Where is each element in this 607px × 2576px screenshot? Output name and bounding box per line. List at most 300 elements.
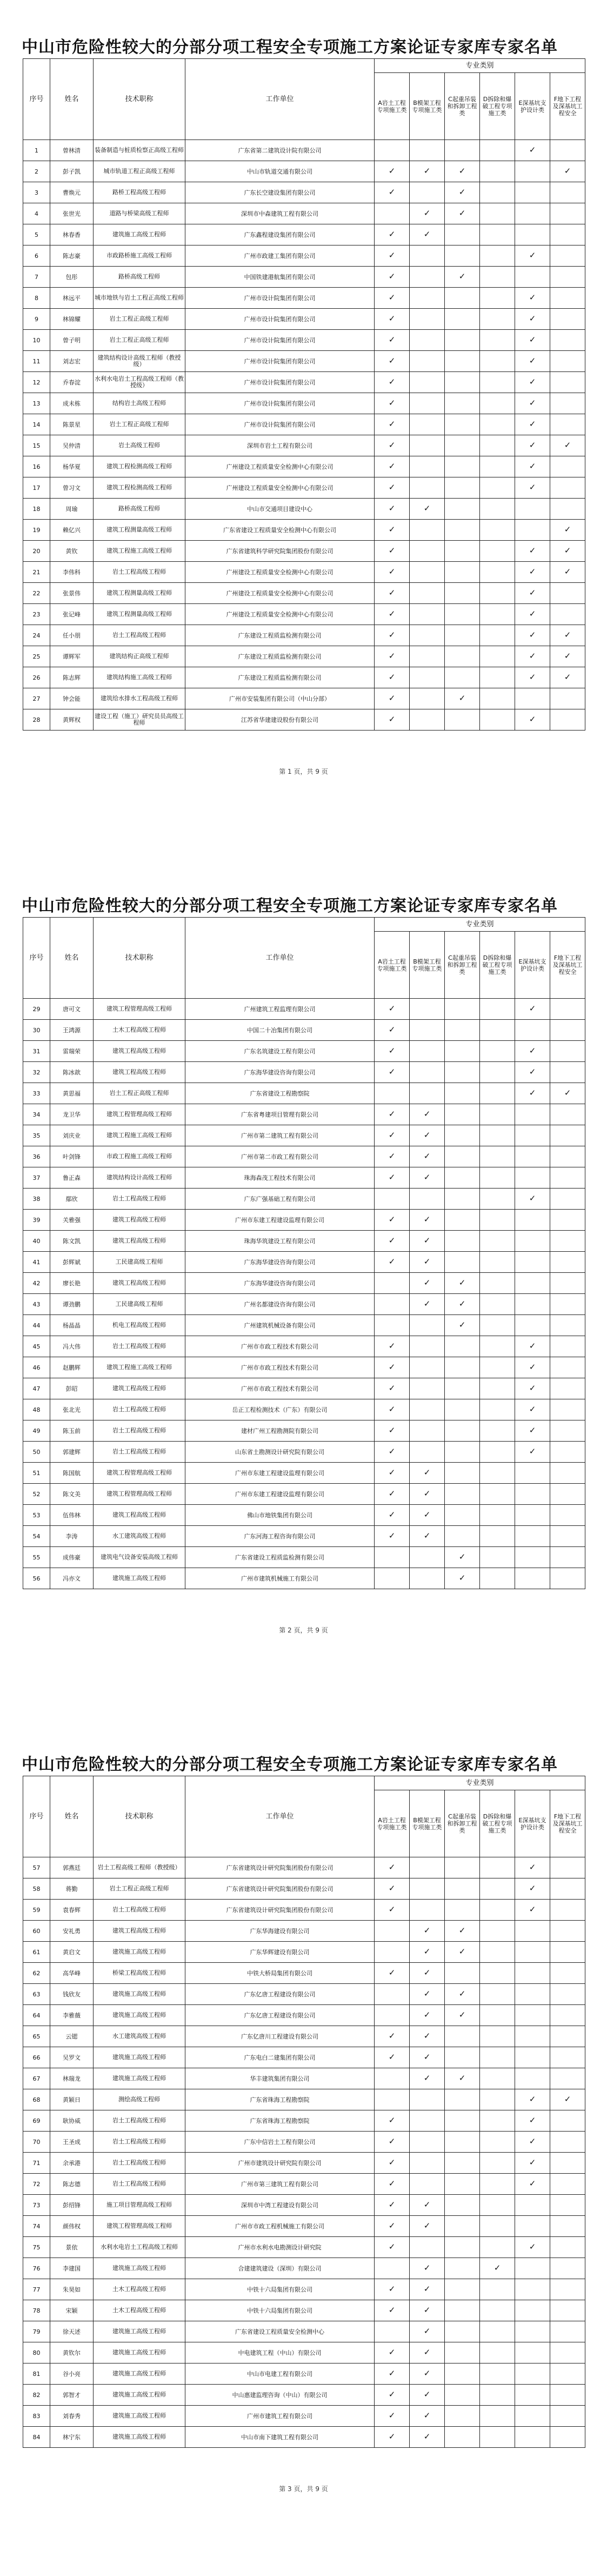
cell-category-c [445,1210,480,1231]
cell-category-d [480,1357,515,1378]
cell-unit: 广州建设工程质量安全检测中心有限公司 [185,604,375,625]
cell-category-b [410,2406,445,2427]
cell-category-a [375,688,410,709]
cell-category-b [410,2026,445,2047]
cell-category-c [445,2216,480,2237]
cell-category-a [375,2153,410,2174]
cell-tech-title: 建筑工程管理高级工程师 [94,1104,185,1125]
cell-unit: 中山市交通项目建设中心 [185,499,375,520]
check-mark-icon: ✓ [423,1989,431,1999]
cell-category-f [550,224,585,245]
cell-category-b [410,456,445,477]
cell-category-f [550,2385,585,2406]
cell-seq: 55 [23,1547,50,1568]
cell-category-d [480,1463,515,1484]
cell-seq: 9 [23,309,50,330]
cell-unit: 广东广强基础工程有限公司 [185,1189,375,1210]
cell-tech-title: 工民建高级工程师 [94,1252,185,1273]
cell-category-b [410,1526,445,1547]
cell-category-a [375,224,410,245]
cell-category-b [410,1189,445,1210]
cell-category-d [480,1857,515,1878]
cell-category-e [515,562,550,583]
cell-category-f [550,1900,585,1921]
cell-category-e [515,2342,550,2363]
check-mark-icon: ✓ [388,693,396,703]
cell-name: 吴罗文 [50,2047,94,2068]
cell-category-a [375,2385,410,2406]
cell-tech-title: 建筑工程高级工程师 [94,1041,185,1062]
check-mark-icon: ✓ [388,1425,396,1435]
cell-category-d [480,2363,515,2385]
cell-name: 鄢欣 [50,1189,94,1210]
check-mark-icon: ✓ [423,1151,431,1161]
cell-category-d [480,1547,515,1568]
cell-name: 陈冰歆 [50,1062,94,1083]
cell-tech-title: 岩土工程正高级工程师 [94,309,185,330]
check-mark-icon: ✓ [458,271,466,281]
table-row [23,667,585,688]
cell-category-f [550,688,585,709]
cell-tech-title: 市政工程施工高级工程师 [94,1146,185,1167]
cell-tech-title: 建筑工程高级工程师 [94,1062,185,1083]
cell-name: 陈志辉 [50,667,94,688]
cell-category-b [410,2132,445,2153]
table-row [23,2089,585,2110]
cell-unit: 广州建设工程质量安全检测中心有限公司 [185,583,375,604]
cell-name: 林锦耀 [50,309,94,330]
check-mark-icon: ✓ [388,2031,396,2041]
check-mark-icon: ✓ [529,1004,536,1013]
table-row [23,309,585,330]
cell-unit: 广东鑫程建设集团有限公司 [185,224,375,245]
cell-category-d [480,2005,515,2026]
cell-seq: 23 [23,604,50,625]
cell-seq: 47 [23,1378,50,1399]
check-mark-icon: ✓ [423,2305,431,2315]
cell-category-c [445,1083,480,1104]
table-row [23,1210,585,1231]
cell-category-b [410,330,445,351]
cell-unit: 广州市建筑机械施工有限公司 [185,1568,375,1589]
cell-category-f [550,1378,585,1399]
table-row [23,1378,585,1399]
cell-category-e [515,1210,550,1231]
cell-category-d [480,2110,515,2132]
cell-category-c [445,1125,480,1146]
table-row [23,2195,585,2216]
cell-category-e [515,2321,550,2342]
check-mark-icon: ✓ [458,1552,466,1562]
cell-unit: 广州市设计院集团有限公司 [185,414,375,435]
cell-category-d [480,1041,515,1062]
cell-category-f [550,435,585,456]
cell-category-c [445,1104,480,1125]
cell-name: 李建国 [50,2258,94,2279]
cell-seq: 74 [23,2216,50,2237]
cell-category-e [515,2047,550,2068]
cell-category-f [550,140,585,161]
cell-category-f [550,2089,585,2110]
cell-category-a [375,2132,410,2153]
cell-category-c [445,646,480,667]
table-row [23,1505,585,1526]
cell-category-d [480,435,515,456]
check-mark-icon: ✓ [423,2010,431,2020]
cell-category-f [550,1020,585,1041]
cell-tech-title: 建筑工程高级工程师 [94,1231,185,1252]
check-mark-icon: ✓ [529,398,536,408]
cell-category-f [550,1062,585,1083]
cell-seq: 35 [23,1125,50,1146]
cell-category-a [375,2363,410,2385]
cell-tech-title: 建筑施工高级工程师 [94,2342,185,2363]
check-mark-icon: ✓ [529,1362,536,1372]
cell-category-b [410,1399,445,1420]
check-mark-icon: ✓ [423,2052,431,2062]
cell-seq: 24 [23,625,50,646]
cell-category-b [410,1294,445,1315]
check-mark-icon: ✓ [388,187,396,197]
cell-category-e [515,1963,550,1984]
cell-category-e [515,1252,550,1273]
cell-category-e [515,1857,550,1878]
cell-unit: 广东海华建设咨询有限公司 [185,1062,375,1083]
cell-category-b [410,2279,445,2300]
table-row [23,2321,585,2342]
cell-seq: 10 [23,330,50,351]
cell-unit: 中铁十六局集团有限公司 [185,2300,375,2321]
check-mark-icon: ✓ [388,525,396,534]
cell-seq: 27 [23,688,50,709]
table-row [23,203,585,224]
check-mark-icon: ✓ [423,2347,431,2357]
cell-category-a [375,140,410,161]
table-row [23,1146,585,1167]
cell-category-c [445,1484,480,1505]
check-mark-icon: ✓ [423,1130,431,1140]
check-mark-icon: ✓ [458,1573,466,1583]
cell-category-f [550,999,585,1020]
cell-name: 曹焕元 [50,182,94,203]
cell-unit: 广州市东建工程建设监理有限公司 [185,1484,375,1505]
check-mark-icon: ✓ [388,2284,396,2294]
cell-category-c [445,182,480,203]
cell-category-c [445,999,480,1020]
table-row [23,604,585,625]
header-seq: 序号 [23,59,50,140]
cell-category-b [410,372,445,393]
check-mark-icon: ✓ [564,525,571,534]
cell-category-d [480,2026,515,2047]
cell-category-f [550,2110,585,2132]
cell-category-a [375,1020,410,1041]
cell-tech-title: 建筑施工高级工程师 [94,1984,185,2005]
cell-category-c [445,1336,480,1357]
cell-category-e [515,1878,550,1900]
header-category-f: F地下工程及深基坑工程安全 [550,1790,585,1857]
check-mark-icon: ✓ [458,1299,466,1309]
cell-category-a [375,309,410,330]
cell-category-c [445,604,480,625]
table-row [23,1442,585,1463]
cell-unit: 广东电白二建集团有限公司 [185,2047,375,2068]
cell-tech-title: 建筑施工高级工程师 [94,2363,185,2385]
cell-category-d [480,2385,515,2406]
cell-category-c [445,2427,480,2448]
cell-category-f [550,1420,585,1442]
cell-name: 谷小亮 [50,2363,94,2385]
cell-category-f [550,267,585,288]
cell-category-f [550,1921,585,1942]
table-row [23,414,585,435]
expert-table [23,1776,585,2448]
cell-category-e [515,541,550,562]
cell-tech-title: 岩土工程高级工程师 [94,2174,185,2195]
cell-category-b [410,1083,445,1104]
expert-table [23,917,585,1589]
cell-category-f [550,1104,585,1125]
cell-category-b [410,1357,445,1378]
cell-category-f [550,1963,585,1984]
cell-category-f [550,1505,585,1526]
cell-category-f [550,583,585,604]
cell-unit: 江苏省华建建设股份有限公司 [185,709,375,731]
cell-name: 张北光 [50,1399,94,1420]
cell-name: 郭燕廷 [50,1857,94,1878]
cell-category-d [480,999,515,1020]
cell-category-f [550,2005,585,2026]
cell-category-b [410,2363,445,2385]
cell-category-d [480,267,515,288]
cell-name: 林春香 [50,224,94,245]
cell-category-b [410,1315,445,1336]
cell-seq: 26 [23,667,50,688]
check-mark-icon: ✓ [529,335,536,344]
table-row [23,1526,585,1547]
check-mark-icon: ✓ [423,1531,431,1541]
cell-category-a [375,2216,410,2237]
cell-category-f [550,2174,585,2195]
check-mark-icon: ✓ [388,2200,396,2209]
cell-name: 袁春辉 [50,1900,94,1921]
cell-category-f [550,2279,585,2300]
cell-unit: 岳正工程检测技术（广东）有限公司 [185,1399,375,1420]
cell-tech-title: 岩土工程正高级工程师 [94,1083,185,1104]
cell-name: 赵鹏辉 [50,1357,94,1378]
cell-seq: 32 [23,1062,50,1083]
cell-category-a [375,1273,410,1294]
cell-category-d [480,140,515,161]
table-row [23,2047,585,2068]
cell-unit: 深圳市中湾工程建设有限公司 [185,2195,375,2216]
cell-category-c [445,583,480,604]
cell-tech-title: 建筑工程管理高级工程师 [94,999,185,1020]
cell-category-c [445,2237,480,2258]
cell-category-a [375,2406,410,2427]
cell-seq: 65 [23,2026,50,2047]
cell-tech-title: 岩土工程高级工程师 [94,1399,185,1420]
cell-seq: 22 [23,583,50,604]
cell-category-d [480,245,515,267]
cell-category-e [515,1484,550,1505]
cell-seq: 67 [23,2068,50,2089]
cell-name: 冯亦文 [50,1568,94,1589]
cell-tech-title: 岩土工程高级工程师 [94,625,185,646]
cell-category-f [550,456,585,477]
cell-name: 黄钦尔 [50,2342,94,2363]
cell-category-b [410,435,445,456]
cell-category-d [480,2047,515,2068]
header-category-d: D拆除和爆破工程专项施工类 [480,1790,515,1857]
cell-seq: 37 [23,1167,50,1189]
cell-category-f [550,1547,585,1568]
cell-name: 龙卫华 [50,1104,94,1125]
cell-seq: 76 [23,2258,50,2279]
cell-category-f [550,2237,585,2258]
cell-category-d [480,1963,515,1984]
cell-tech-title: 市政路桥施工高级工程师 [94,245,185,267]
cell-seq: 8 [23,288,50,309]
cell-tech-title: 岩土工程高级工程师 [94,1442,185,1463]
cell-seq: 2 [23,161,50,182]
cell-name: 张景伟 [50,583,94,604]
cell-category-a [375,1547,410,1568]
cell-category-f [550,1189,585,1210]
table-row [23,2068,585,2089]
cell-category-d [480,1104,515,1125]
cell-category-b [410,2427,445,2448]
cell-tech-title: 建筑工程高级工程师 [94,1378,185,1399]
cell-name: 张世光 [50,203,94,224]
check-mark-icon: ✓ [458,1926,466,1935]
header-category-f: F地下工程及深基坑工程安全 [550,73,585,140]
cell-category-d [480,456,515,477]
cell-unit: 广州市建筑设计研究院有限公司 [185,2153,375,2174]
cell-category-a [375,2174,410,2195]
header-category-b: B模架工程专项施工类 [410,1790,445,1857]
cell-category-f [550,182,585,203]
cell-tech-title: 岩土工程高级工程师（教授级） [94,1857,185,1878]
cell-tech-title: 岩土工程高级工程师 [94,1900,185,1921]
cell-tech-title: 结构岩土高级工程师 [94,393,185,414]
cell-category-b [410,1231,445,1252]
check-mark-icon: ✓ [529,440,536,450]
cell-seq: 62 [23,1963,50,1984]
cell-tech-title: 建筑工程测量高级工程师 [94,520,185,541]
table-row [23,372,585,393]
cell-category-e [515,2132,550,2153]
cell-category-c [445,1399,480,1420]
cell-category-e [515,520,550,541]
cell-tech-title: 水利水电岩土工程高级工程师（教授级） [94,372,185,393]
table-row [23,1336,585,1357]
cell-category-c [445,1378,480,1399]
cell-category-a [375,2005,410,2026]
check-mark-icon: ✓ [423,2031,431,2041]
cell-category-a [375,1857,410,1878]
check-mark-icon: ✓ [388,588,396,597]
cell-category-c [445,1420,480,1442]
cell-category-a [375,499,410,520]
cell-seq: 69 [23,2110,50,2132]
check-mark-icon: ✓ [388,2242,396,2252]
cell-category-c [445,499,480,520]
header-category-group: 专业类别 [375,59,585,73]
cell-category-b [410,625,445,646]
cell-seq: 78 [23,2300,50,2321]
cell-seq: 75 [23,2237,50,2258]
check-mark-icon: ✓ [388,2157,396,2167]
check-mark-icon: ✓ [423,1236,431,1245]
check-mark-icon: ✓ [423,1257,431,1266]
cell-unit: 佛山市地铁集团有限公司 [185,1505,375,1526]
cell-category-a [375,288,410,309]
cell-category-f [550,2153,585,2174]
page-footer: 第 3 页，共 9 页 [279,2485,328,2493]
check-mark-icon: ✓ [388,2347,396,2357]
cell-category-f [550,1167,585,1189]
cell-unit: 广州市水利水电勘测设计研究院 [185,2237,375,2258]
cell-unit: 广东省建筑设计研究院集团股份有限公司 [185,1900,375,1921]
cell-tech-title: 建筑结构施工高级工程师 [94,667,185,688]
cell-category-e [515,1336,550,1357]
cell-category-c [445,2279,480,2300]
cell-category-d [480,2195,515,2216]
cell-tech-title: 工民建高级工程师 [94,1294,185,1315]
check-mark-icon: ✓ [423,166,431,176]
cell-category-d [480,1294,515,1315]
table-row [23,1942,585,1963]
cell-category-a [375,372,410,393]
cell-name: 成未栋 [50,393,94,414]
cell-tech-title: 建筑施工高级工程师 [94,2258,185,2279]
cell-name: 陈景星 [50,414,94,435]
cell-category-d [480,372,515,393]
check-mark-icon: ✓ [423,2326,431,2336]
cell-seq: 84 [23,2427,50,2448]
header-category-e: E深基坑支护设计类 [515,73,550,140]
cell-category-c [445,2005,480,2026]
cell-category-c [445,1315,480,1336]
check-mark-icon: ✓ [388,482,396,492]
header-category-a: A岩土工程专项施工类 [375,932,410,999]
cell-category-c [445,456,480,477]
cell-unit: 广州市第三建筑工程有限公司 [185,2174,375,2195]
cell-category-f [550,520,585,541]
cell-category-a [375,646,410,667]
cell-category-a [375,1167,410,1189]
header-category-group: 专业类别 [375,1776,585,1790]
cell-name: 刘庆业 [50,1125,94,1146]
cell-category-f [550,288,585,309]
cell-unit: 广州建筑工程监理有限公司 [185,999,375,1020]
cell-category-d [480,477,515,499]
cell-category-c [445,1463,480,1484]
table-row [23,1420,585,1442]
cell-category-a [375,1942,410,1963]
cell-category-f [550,1273,585,1294]
cell-name: 蒋勤 [50,1878,94,1900]
header-unit: 工作单位 [185,59,375,140]
table-row [23,1083,585,1104]
check-mark-icon: ✓ [564,1088,571,1098]
table-row [23,688,585,709]
check-mark-icon: ✓ [529,546,536,555]
cell-category-d [480,2216,515,2237]
check-mark-icon: ✓ [423,208,431,218]
page-title: 中山市危险性较大的分部分项工程安全专项施工方案论证专家库专家名单 [22,38,558,57]
